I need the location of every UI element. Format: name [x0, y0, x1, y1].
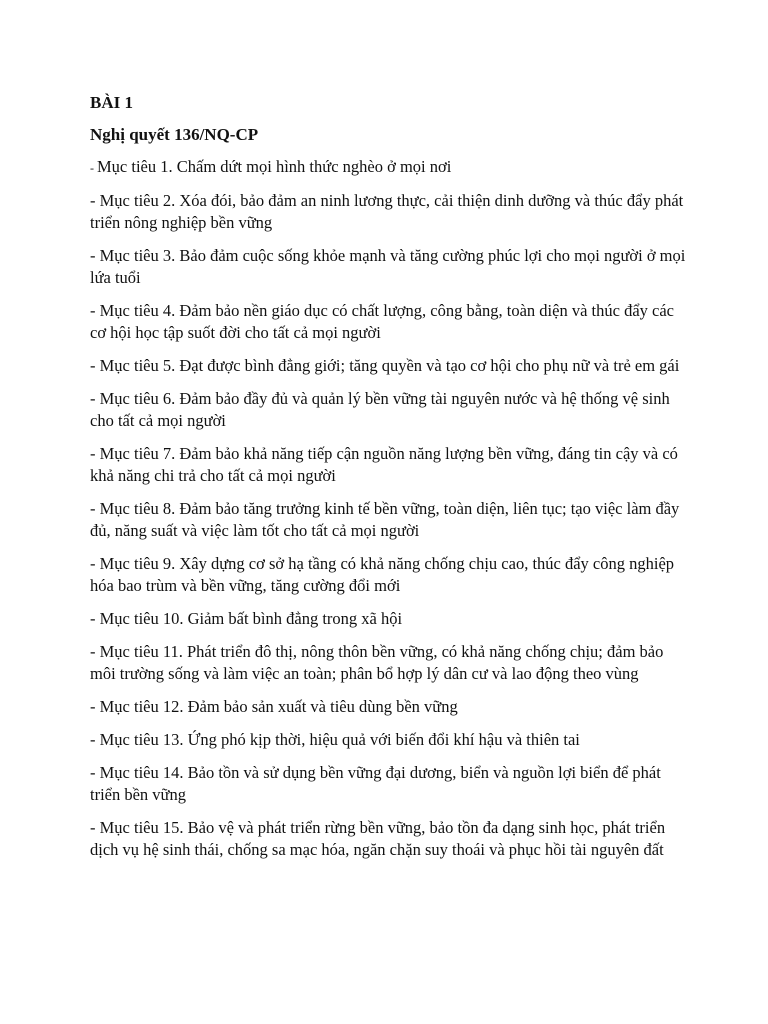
- goal-item-6: [90, 388, 690, 432]
- goal-dash: -: [90, 763, 100, 782]
- goal-item-9: [90, 553, 690, 597]
- goal-dash: -: [90, 818, 100, 837]
- goal-text: Mục tiêu 14. Bảo tồn và sử dụng bền vững đại dương, biển và nguồn lợi biển để phát triển bền vững: [90, 763, 661, 804]
- goal-dash: -: [90, 554, 100, 573]
- goal-dash: -: [90, 697, 100, 716]
- goal-dash: -: [90, 191, 100, 210]
- goal-text: Mục tiêu 1. Chấm dứt mọi hình thức nghèo ở mọi nơi: [97, 157, 452, 176]
- goal-dash: -: [90, 609, 100, 628]
- goal-item-11: [90, 641, 690, 685]
- goal-dash: -: [90, 356, 100, 375]
- goal-item-5: [90, 355, 690, 377]
- goal-dash: -: [90, 246, 100, 265]
- goal-text: Mục tiêu 8. Đảm bảo tăng trưởng kinh tế bền vững, toàn diện, liên tục; tạo việc làm đầy đủ, năng suất và việc làm tốt cho tất cả mọi người: [90, 499, 680, 540]
- goal-item-7: [90, 443, 690, 487]
- goal-text: Mục tiêu 6. Đảm bảo đầy đủ và quản lý bền vững tài nguyên nước và hệ thống vệ sinh cho tất cả mọi người: [90, 389, 670, 430]
- goal-text: Mục tiêu 2. Xóa đói, bảo đảm an ninh lương thực, cải thiện dinh dưỡng và thúc đẩy phát triển nông nghiệp bền vững: [90, 191, 684, 232]
- goal-dash: -: [90, 730, 100, 749]
- goal-item-12: [90, 696, 690, 718]
- goal-text: Mục tiêu 3. Bảo đảm cuộc sống khỏe mạnh và tăng cường phúc lợi cho mọi người ở mọi lứa tuổi: [90, 246, 686, 287]
- goal-text: Mục tiêu 10. Giảm bất bình đẳng trong xã hội: [99, 609, 403, 628]
- resolution-title: Nghị quyết 136/NQ-CP: [90, 125, 259, 144]
- goal-item-2: [90, 190, 690, 234]
- goal-dash: -: [90, 444, 100, 463]
- goal-item-14: [90, 762, 690, 806]
- goal-dash: -: [90, 301, 100, 320]
- goal-dash: -: [90, 389, 100, 408]
- goal-item-3: [90, 245, 690, 289]
- goal-text: Mục tiêu 15. Bảo vệ và phát triển rừng bền vững, bảo tồn đa dạng sinh học, phát triển dịch vụ hệ sinh thái, chống sa mạc hóa, ngăn chặn suy thoái và phục hồi tài nguyên đất: [90, 818, 666, 859]
- goal-dash: -: [90, 499, 100, 518]
- goal-item-10: [90, 608, 690, 630]
- goal-dash: -: [90, 161, 97, 175]
- goal-dash: -: [90, 642, 100, 661]
- goal-text: Mục tiêu 11. Phát triển đô thị, nông thôn bền vững, có khả năng chống chịu; đảm bảo môi trường sống và làm việc an toàn; phân bổ hợp lý dân cư và lao động theo vùng: [90, 642, 664, 683]
- goal-text: Mục tiêu 9. Xây dựng cơ sở hạ tầng có khả năng chống chịu cao, thúc đẩy công nghiệp hóa bao trùm và bền vững, tăng cường đổi mới: [90, 554, 675, 595]
- goal-text: Mục tiêu 7. Đảm bảo khả năng tiếp cận nguồn năng lượng bền vững, đáng tin cậy và có khả năng chi trả cho tất cả mọi người: [90, 444, 678, 485]
- goal-item-1: [90, 156, 690, 179]
- document-page: [90, 92, 690, 872]
- goal-item-4: [90, 300, 690, 344]
- lesson-heading: BÀI 1: [90, 93, 133, 112]
- goal-text: Mục tiêu 5. Đạt được bình đẳng giới; tăng quyền và tạo cơ hội cho phụ nữ và trẻ em gái: [99, 356, 680, 375]
- goal-text: Mục tiêu 12. Đảm bảo sản xuất và tiêu dùng bền vững: [99, 697, 458, 716]
- goal-item-13: [90, 729, 690, 751]
- goal-item-15: [90, 817, 690, 861]
- goal-item-8: [90, 498, 690, 542]
- goal-text: Mục tiêu 13. Ứng phó kịp thời, hiệu quả với biến đổi khí hậu và thiên tai: [99, 730, 580, 749]
- goal-text: Mục tiêu 4. Đảm bảo nền giáo dục có chất lượng, công bằng, toàn diện và thúc đẩy các cơ hội học tập suốt đời cho tất cả mọi người: [90, 301, 674, 342]
